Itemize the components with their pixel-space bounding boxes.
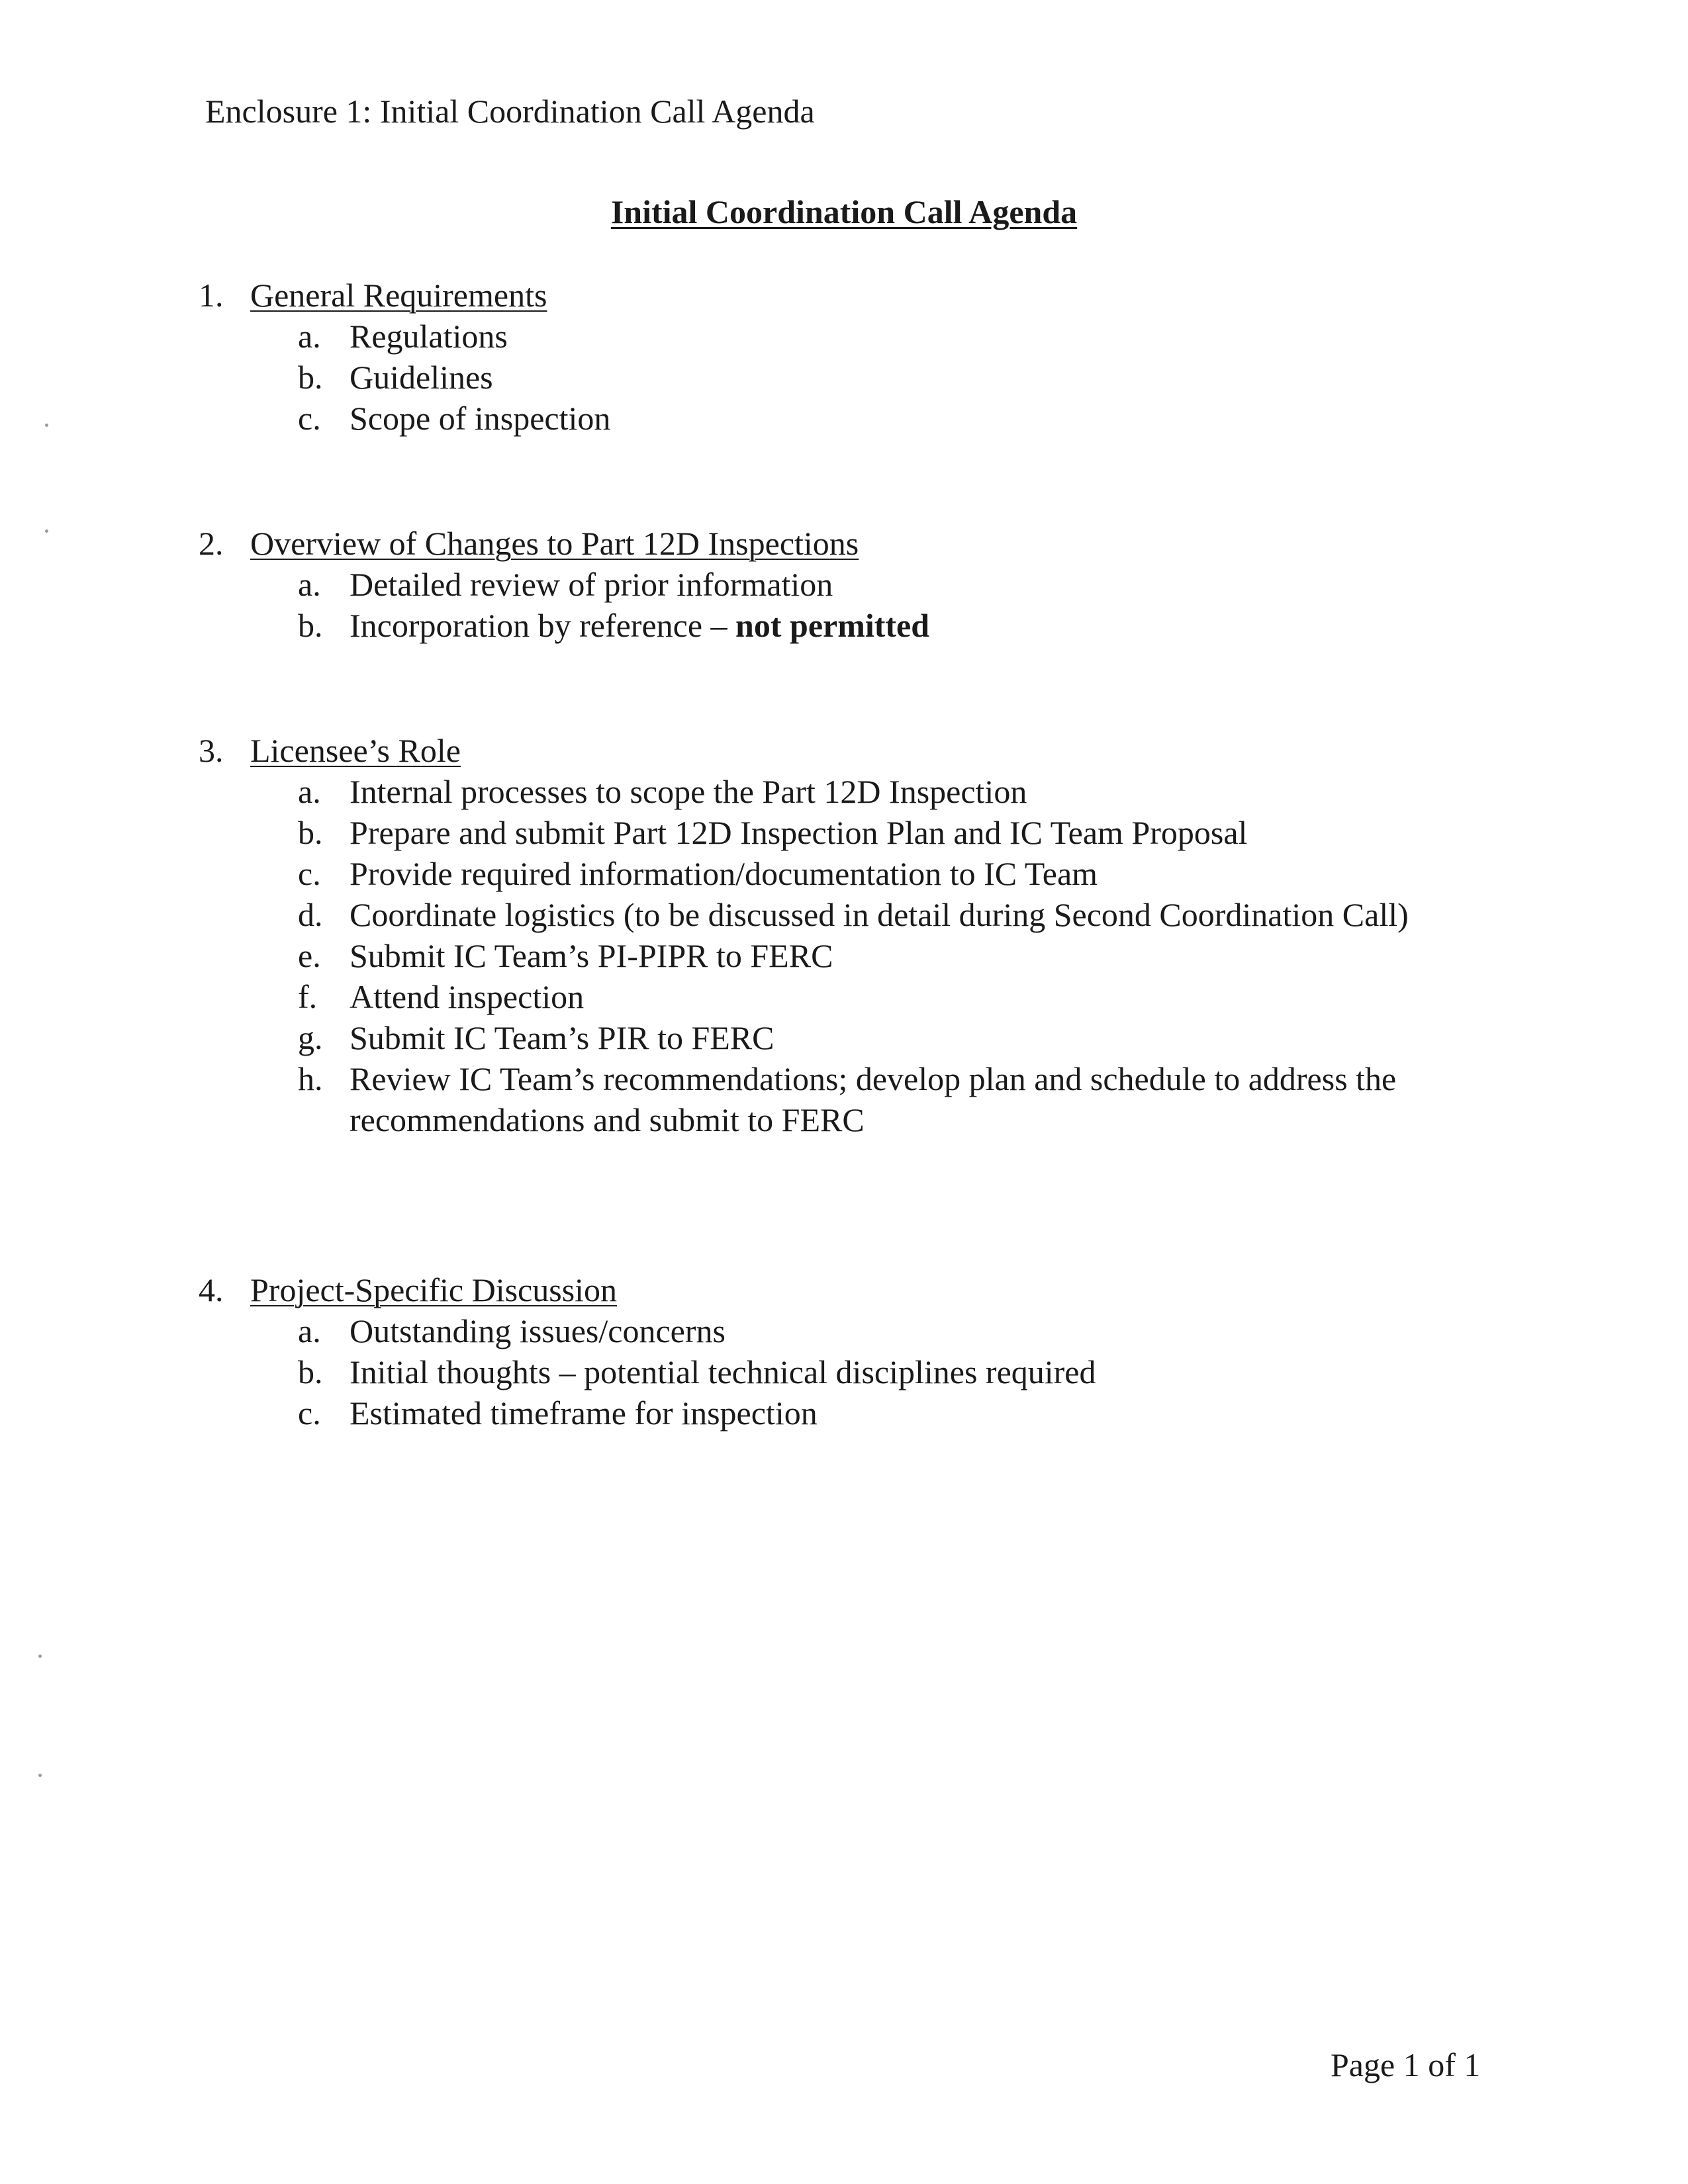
scan-speck xyxy=(38,1774,42,1777)
item-text: Internal processes to scope the Part 12D Inspection xyxy=(350,773,1027,810)
item-letter: a. xyxy=(298,773,321,810)
scan-speck xyxy=(45,529,48,533)
item-letter: g. xyxy=(298,1019,323,1056)
list-item xyxy=(199,316,1501,357)
item-letter: c. xyxy=(298,400,321,437)
item-text: Prepare and submit Part 12D Inspection Plan and IC Team Proposal xyxy=(350,814,1248,851)
enclosure-label: Enclosure 1: Initial Coordination Call Agenda xyxy=(205,93,815,130)
item-text: Provide required information/documentation to IC Team xyxy=(350,855,1098,892)
item-letter: b. xyxy=(298,359,323,396)
section-title: Licensee’s Role xyxy=(250,732,461,769)
list-item xyxy=(199,357,1501,398)
section-heading xyxy=(199,730,1523,771)
item-list xyxy=(199,564,1523,646)
section-heading xyxy=(199,275,1523,316)
list-item xyxy=(199,976,1501,1017)
section-heading xyxy=(199,523,1523,564)
list-item xyxy=(199,1310,1501,1351)
item-letter: d. xyxy=(298,896,323,933)
item-text: Incorporation by reference – xyxy=(350,607,736,644)
item-list xyxy=(199,1310,1523,1433)
section-number: 4. xyxy=(199,1271,224,1308)
item-text: Regulations xyxy=(350,318,508,355)
list-item xyxy=(199,935,1501,976)
item-text: Review IC Team’s recommendations; develop plan and schedule to address the recommendations and submit to FERC xyxy=(350,1060,1397,1138)
list-item xyxy=(199,564,1501,605)
agenda-section-3 xyxy=(199,730,1523,1140)
list-item xyxy=(199,812,1501,853)
item-letter: h. xyxy=(298,1060,323,1097)
item-text: Initial thoughts – potential technical disciplines required xyxy=(350,1353,1096,1390)
section-number: 3. xyxy=(199,732,224,769)
item-text: Attend inspection xyxy=(350,978,585,1015)
list-item xyxy=(199,398,1501,439)
item-emphasis: not permitted xyxy=(735,607,930,644)
item-text: Estimated timeframe for inspection xyxy=(350,1394,818,1432)
agenda-section-4 xyxy=(199,1269,1523,1433)
page-number: Page 1 of 1 xyxy=(1331,2046,1481,2083)
agenda-section-2 xyxy=(199,523,1523,646)
scan-speck xyxy=(38,1655,42,1658)
section-title: Project-Specific Discussion xyxy=(250,1271,618,1308)
section-number: 2. xyxy=(199,525,224,562)
list-item xyxy=(199,1392,1501,1433)
list-item xyxy=(199,894,1501,935)
item-text: Detailed review of prior information xyxy=(350,566,833,603)
section-number: 1. xyxy=(199,277,224,314)
item-letter: e. xyxy=(298,937,321,974)
item-letter: a. xyxy=(298,566,321,603)
item-text: Submit IC Team’s PIR to FERC xyxy=(350,1019,774,1056)
item-letter: c. xyxy=(298,855,321,892)
list-item xyxy=(199,1017,1501,1058)
item-letter: b. xyxy=(298,814,323,851)
item-list xyxy=(199,771,1523,1140)
list-item xyxy=(199,1351,1501,1392)
item-letter: c. xyxy=(298,1394,321,1432)
item-letter: f. xyxy=(298,978,318,1015)
agenda-section-1 xyxy=(199,275,1523,439)
item-letter: a. xyxy=(298,1312,321,1349)
list-item xyxy=(199,771,1501,812)
section-heading xyxy=(199,1269,1523,1310)
list-item xyxy=(199,605,1501,646)
item-text: Coordinate logistics (to be discussed in detail during Second Coordination Call) xyxy=(350,896,1409,933)
item-text: Outstanding issues/concerns xyxy=(350,1312,726,1349)
list-item xyxy=(199,1058,1501,1140)
section-title: Overview of Changes to Part 12D Inspections xyxy=(250,525,859,562)
item-text: Guidelines xyxy=(350,359,493,396)
item-letter: b. xyxy=(298,607,323,644)
scan-speck xyxy=(45,424,48,427)
page-title-text: Initial Coordination Call Agenda xyxy=(610,193,1078,230)
item-list xyxy=(199,316,1523,439)
item-letter: b. xyxy=(298,1353,323,1390)
section-title: General Requirements xyxy=(250,277,547,314)
item-letter: a. xyxy=(298,318,321,355)
item-text: Scope of inspection xyxy=(350,400,611,437)
page-title xyxy=(0,192,1688,232)
item-text: Submit IC Team’s PI-PIPR to FERC xyxy=(350,937,833,974)
list-item xyxy=(199,853,1501,894)
